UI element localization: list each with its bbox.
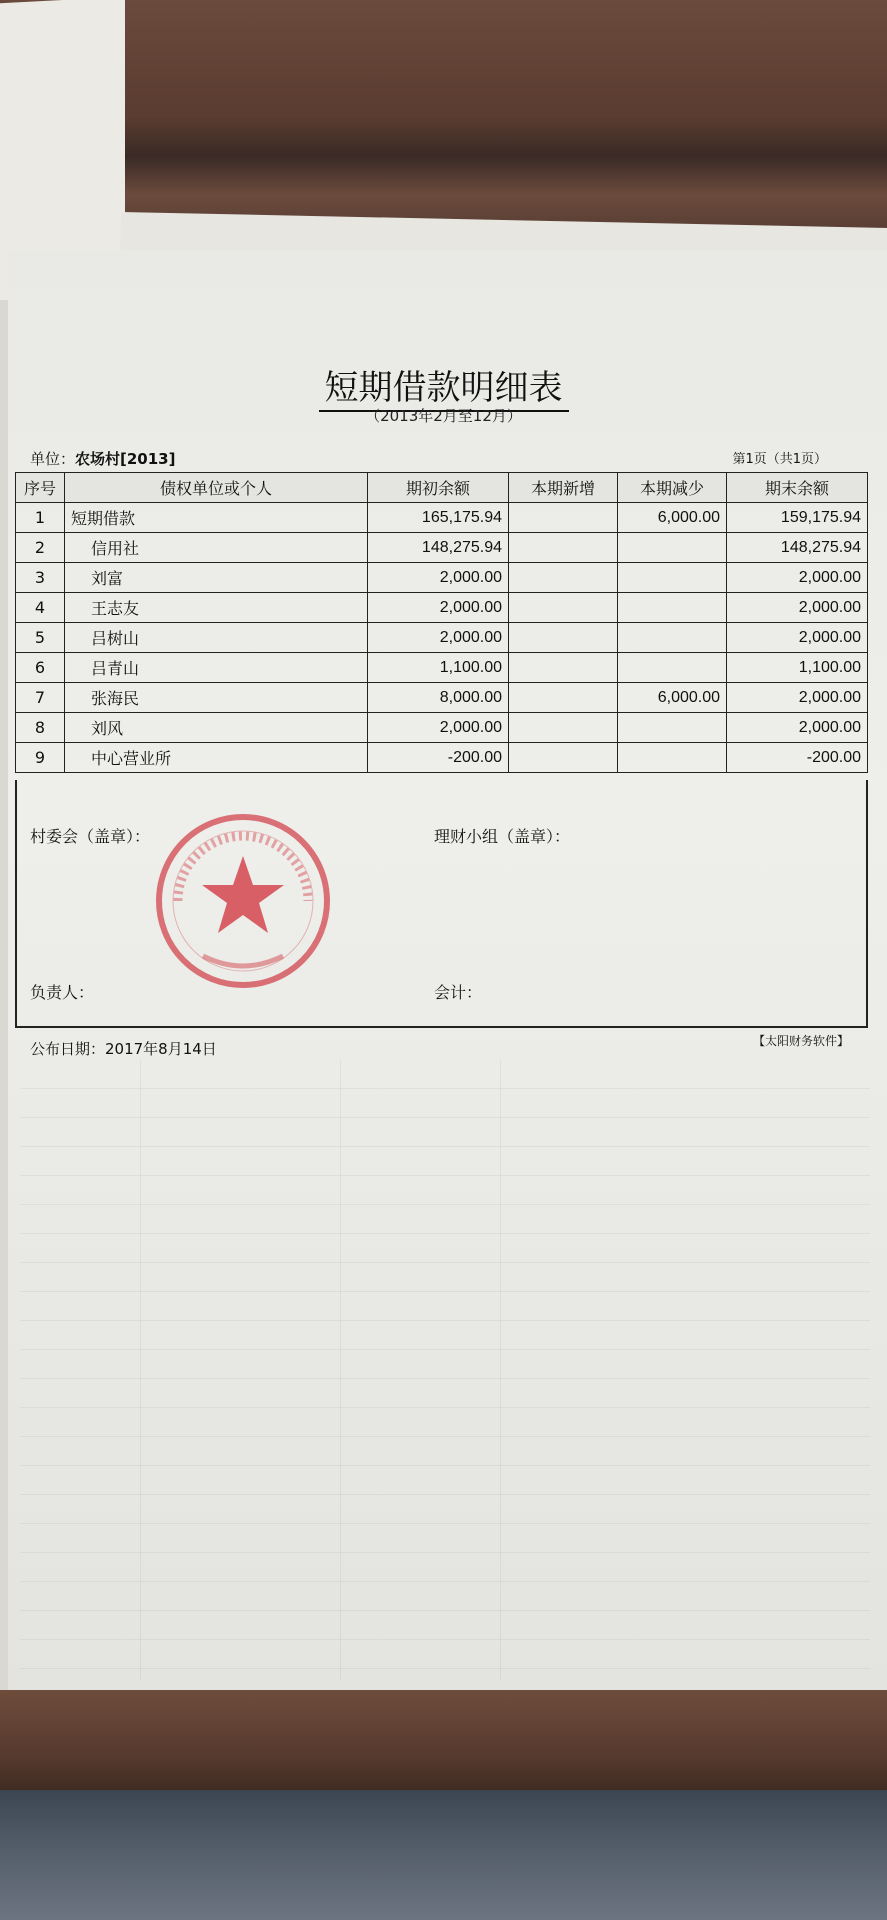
cell-opening: 2,000.00	[368, 563, 509, 593]
show-through-grid	[20, 1060, 870, 1680]
cell-creditor: 信用社	[65, 533, 368, 563]
cell-opening: 2,000.00	[368, 713, 509, 743]
cell-opening: 165,175.94	[368, 503, 509, 533]
cell-creditor: 张海民	[65, 683, 368, 713]
software-tag: 【太阳财务软件】	[752, 1034, 849, 1048]
table-header-row	[16, 473, 868, 503]
cell-closing: 2,000.00	[727, 623, 868, 653]
publish-date: 公布日期：2017年8月14日	[30, 1040, 217, 1058]
header-increase: 本期新增	[509, 473, 618, 503]
cell-decrease	[618, 713, 727, 743]
accountant-label: 会计：	[434, 983, 483, 1002]
cell-increase	[509, 713, 618, 743]
cell-closing: 1,100.00	[727, 653, 868, 683]
table-row	[16, 653, 868, 683]
cell-opening: 1,100.00	[368, 653, 509, 683]
document-title	[0, 360, 887, 409]
cell-decrease	[618, 533, 727, 563]
table-row	[16, 593, 868, 623]
cell-decrease	[618, 653, 727, 683]
cell-opening: 2,000.00	[368, 623, 509, 653]
cell-closing: 148,275.94	[727, 533, 868, 563]
cell-creditor: 中心营业所	[65, 743, 368, 773]
table-row	[16, 563, 868, 593]
table-row	[16, 683, 868, 713]
table-row	[16, 713, 868, 743]
cell-increase	[509, 653, 618, 683]
cell-decrease: 6,000.00	[618, 503, 727, 533]
cell-increase	[509, 503, 618, 533]
cell-seq: 1	[16, 503, 65, 533]
person-in-charge-label: 负责人：	[30, 983, 95, 1002]
cell-seq: 4	[16, 593, 65, 623]
cell-seq: 6	[16, 653, 65, 683]
table-row	[16, 623, 868, 653]
title-text: 短期借款明细表	[319, 368, 569, 412]
cell-creditor: 吕青山	[65, 653, 368, 683]
cell-seq: 5	[16, 623, 65, 653]
cell-increase	[509, 593, 618, 623]
cell-increase	[509, 533, 618, 563]
unit-line	[30, 448, 175, 469]
red-official-seal	[148, 806, 338, 996]
cell-closing: -200.00	[727, 743, 868, 773]
header-decrease: 本期减少	[618, 473, 727, 503]
header-seq: 序号	[16, 473, 65, 503]
cell-seq: 2	[16, 533, 65, 563]
loan-detail-table	[15, 472, 868, 773]
cell-closing: 2,000.00	[727, 683, 868, 713]
table-row	[16, 533, 868, 563]
cell-decrease	[618, 743, 727, 773]
page-info: 第1页（共1页）	[732, 452, 827, 467]
cell-decrease	[618, 593, 727, 623]
cell-increase	[509, 683, 618, 713]
cell-decrease	[618, 623, 727, 653]
village-committee-label: 村委会（盖章）：	[30, 827, 151, 846]
cell-increase	[509, 743, 618, 773]
finance-group-label: 理财小组（盖章）：	[434, 827, 571, 846]
cell-creditor: 王志友	[65, 593, 368, 623]
cell-creditor: 刘风	[65, 713, 368, 743]
document-period: （2013年2月至12月）	[365, 407, 522, 425]
cell-closing: 2,000.00	[727, 593, 868, 623]
table-row	[16, 503, 868, 533]
cell-opening: 148,275.94	[368, 533, 509, 563]
header-opening: 期初余额	[368, 473, 509, 503]
cell-increase	[509, 563, 618, 593]
cell-decrease: 6,000.00	[618, 683, 727, 713]
cell-seq: 3	[16, 563, 65, 593]
cell-closing: 2,000.00	[727, 713, 868, 743]
cell-creditor: 吕树山	[65, 623, 368, 653]
cell-closing: 2,000.00	[727, 563, 868, 593]
fabric-foreground	[0, 1790, 887, 1920]
unit-label: 单位：	[30, 450, 76, 468]
wooden-table-bottom	[0, 1690, 887, 1800]
cell-opening: -200.00	[368, 743, 509, 773]
cell-closing: 159,175.94	[727, 503, 868, 533]
cell-increase	[509, 623, 618, 653]
cell-seq: 7	[16, 683, 65, 713]
cell-creditor: 短期借款	[65, 503, 368, 533]
header-closing: 期末余额	[727, 473, 868, 503]
unit-value: 农场村[2013]	[75, 450, 176, 468]
cell-creditor: 刘富	[65, 563, 368, 593]
cell-seq: 9	[16, 743, 65, 773]
cell-decrease	[618, 563, 727, 593]
cell-opening: 2,000.00	[368, 593, 509, 623]
table-row	[16, 743, 868, 773]
cell-opening: 8,000.00	[368, 683, 509, 713]
cell-seq: 8	[16, 713, 65, 743]
header-creditor: 债权单位或个人	[65, 473, 368, 503]
